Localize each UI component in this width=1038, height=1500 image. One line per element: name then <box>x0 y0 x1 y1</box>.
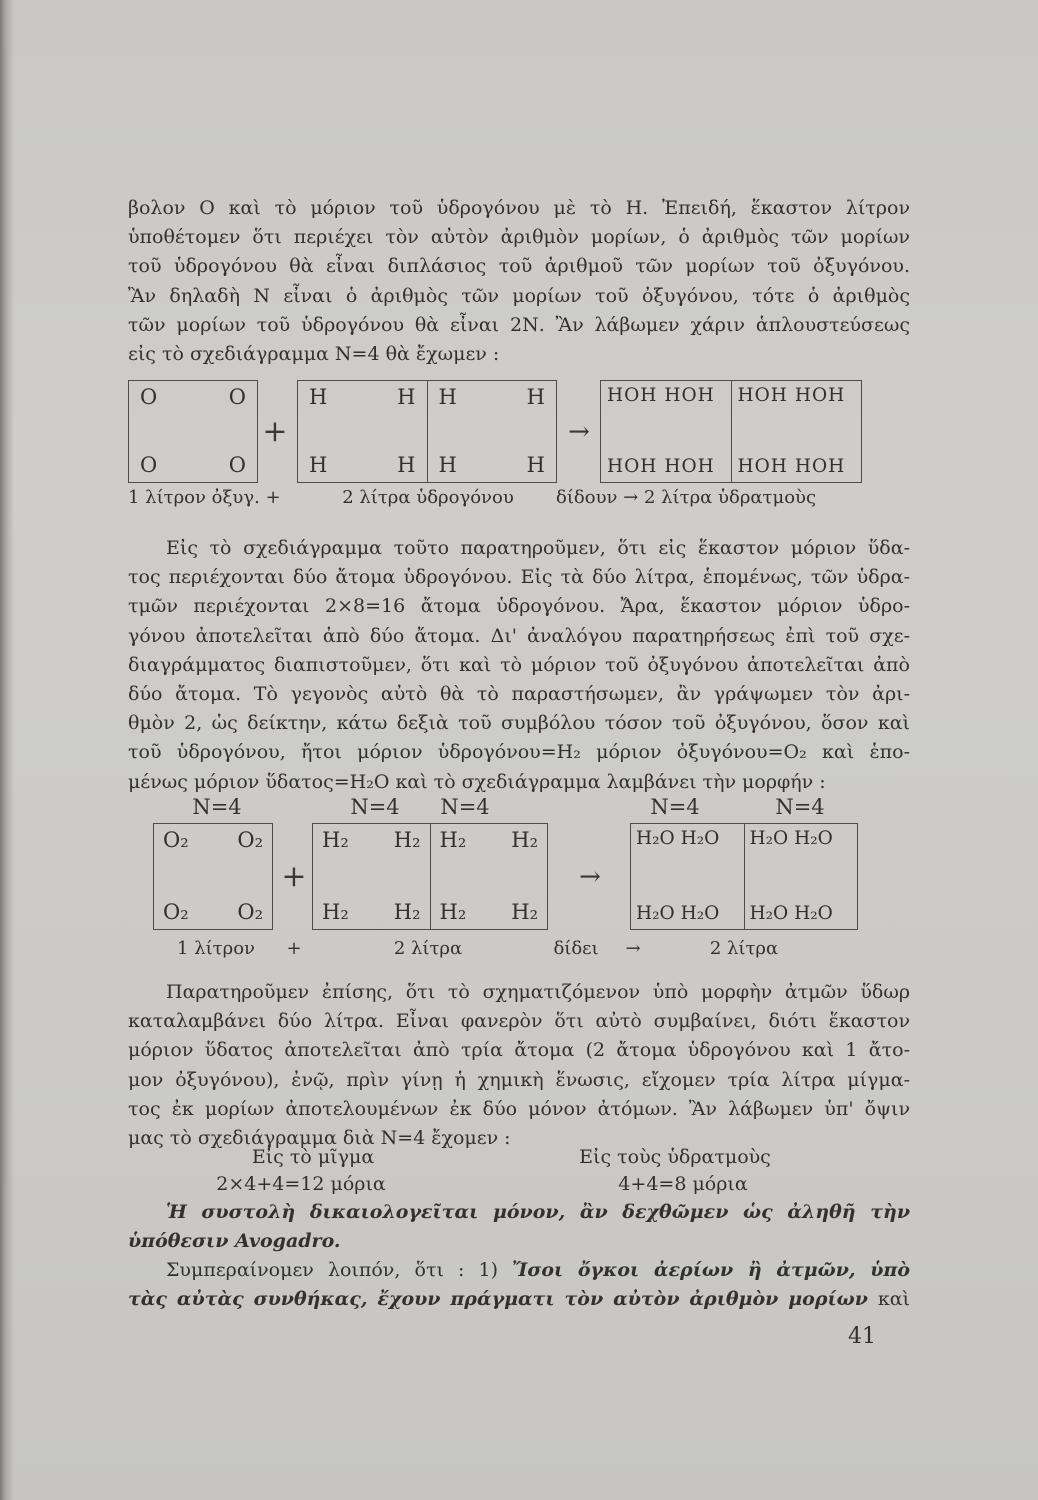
steam-cell-right <box>731 381 862 482</box>
emphasis-text-segment: τὰς αὐτὰς συνθήκας, ἔχουν πράγματι τὸν αὐτὸν ἀριθμὸν μορίων <box>128 1288 878 1311</box>
body-text-line <box>128 1256 910 1285</box>
totals-value-mixture: 2×4+4=12 μόρια <box>216 1173 386 1195</box>
molecule-label: O₂ <box>163 828 189 852</box>
n-equals-label: N=4 <box>775 795 825 819</box>
body-text-line: θμὸν 2, ὡς δείκτην, κάτω δεξιὰ τοῦ συμβόλου τόσον τοῦ ὀξυγόνου, ὅσον καὶ <box>128 712 910 735</box>
molecule-label: H₂O H₂O <box>749 902 833 924</box>
paragraph-2 <box>128 534 910 797</box>
molecule-label: H <box>438 385 457 409</box>
hydrogen-box <box>312 823 548 930</box>
molecule-label: ΗΟΗ ΗΟΗ <box>607 385 715 406</box>
body-text-line: καταλαμβάνει δύο λίτρα. Εἶναι φανερὸν ὅτι αὐτὸ συμβαίνει, διότι ἕκαστον <box>128 1010 910 1033</box>
molecule-label: O <box>228 385 246 409</box>
molecule-label: H₂ <box>511 900 538 924</box>
body-text-segment: Συμπεραίνομεν λοιπόν, ὅτι : 1) <box>166 1259 513 1281</box>
arrow-icon: → <box>579 861 601 892</box>
n-equals-label: N=4 <box>650 795 700 819</box>
molecule-label: H <box>438 453 457 477</box>
page-number: 41 <box>848 1324 876 1349</box>
body-text-line: Ἂν δηλαδὴ Ν εἶναι ὁ ἀριθμὸς τῶν μορίων τοῦ ὀξυγόνου, τότε ὁ ἀριθμὸς <box>128 284 910 307</box>
body-text-line: τμῶν περιέχονται 2×8=16 ἄτομα ὑδρογόνου. Ἄρα, ἕκαστον μόριον ὑδρο- <box>128 595 910 618</box>
totals-heading-steam: Εἰς τοὺς ὑδρατμοὺς <box>579 1146 771 1168</box>
oxygen-box <box>153 823 273 930</box>
molecule-label: ΗΟΗ ΗΟΗ <box>737 385 846 406</box>
body-text-line <box>128 1285 910 1314</box>
body-text-line: τος περιέχονται δύο ἄτομα ὑδρογόνου. Εἰς τὰ δύο λίτρα, ἑπομένως, τῶν ὑδρα- <box>128 566 910 589</box>
molecule-label: H <box>526 385 545 409</box>
molecule-label: H₂ <box>393 900 421 924</box>
diagram-caption: → <box>625 938 641 959</box>
steam-cell-left <box>601 381 731 482</box>
diagram-caption: + <box>286 938 302 959</box>
body-text-line: μόριον ὕδατος ἀποτελεῖται ἀπὸ τρία ἄτομα (2 ἄτομα ὑδρογόνου καὶ 1 ἄτο- <box>128 1039 910 1062</box>
diagram-caption: 2 λίτρα <box>393 938 463 959</box>
molecule-label: H₂O H₂O <box>636 902 720 924</box>
molecule-label: ΗΟΗ ΗΟΗ <box>607 455 715 477</box>
totals-heading-mixture: Εἰς τὸ μῖγμα <box>251 1146 375 1168</box>
diagram-caption: 1 λίτρον <box>177 938 255 959</box>
body-text-line: τοῦ ὑδρογόνου, ἤτοι μόριον ὑδρογόνου=H₂ μόριον ὀξυγόνου=O₂ καὶ ἑπο- <box>128 741 910 764</box>
plus-sign: + <box>281 859 307 894</box>
paragraph-3 <box>128 978 910 1153</box>
molecule-label: H₂O H₂O <box>749 828 833 849</box>
molecule-label: H <box>309 453 328 477</box>
body-text-line: βολον Ο καὶ τὸ μόριον τοῦ ὑδρογόνου μὲ τὸ Η. Ἐπειδή, ἕκαστον λίτρον <box>128 197 910 219</box>
molecule-label: H <box>526 453 545 477</box>
body-text-line: μας τὸ σχεδιάγραμμα διὰ Ν=4 ἔχομεν : <box>128 1127 511 1150</box>
steam-box <box>600 380 862 483</box>
diagram-volumes-atoms <box>128 370 910 540</box>
plus-sign: + <box>262 414 288 449</box>
hydrogen-cell-left <box>313 824 430 929</box>
molecule-label: O <box>140 453 158 477</box>
body-text-line: μένως μόριον ὕδατος=H₂O καὶ τὸ σχεδιάγραμμα λαμβάνει τὴν μορφήν : <box>128 770 826 793</box>
paragraph-5 <box>128 1256 910 1314</box>
molecule-label: H <box>397 385 416 409</box>
page-gutter-shadow <box>0 0 14 1500</box>
n-equals-label: N=4 <box>192 795 242 819</box>
body-text-line: μον ὀξυγόνου), ἐνῷ, πρὶν γίνῃ ἡ χημικὴ ἕνωσις, εἴχομεν τρία λίτρα μίγμα- <box>128 1068 910 1091</box>
oxygen-cell <box>129 381 257 482</box>
molecule-label: H₂ <box>439 900 467 924</box>
molecule-label: H₂ <box>393 828 421 852</box>
hydrogen-cell-right <box>427 381 557 482</box>
paragraph-1 <box>128 194 910 369</box>
arrow-icon: → <box>568 416 590 447</box>
diagram-volumes-molecules <box>128 795 910 975</box>
emphasis-text-line: Ἡ συστολὴ δικαιολογεῖται μόνον, ἂν δεχθῶμεν ὡς ἀληθῆ τὴν <box>166 1201 910 1223</box>
body-text-line: τοῦ ὑδρογόνου θὰ εἶναι διπλάσιος τοῦ ἀριθμοῦ τῶν μορίων τοῦ ὀξυγόνου. <box>128 255 910 278</box>
totals-block <box>128 1146 910 1198</box>
body-text-line: τῶν μορίων τοῦ ὑδρογόνου θὰ εἶναι 2Ν. Ἂν λάβωμεν χάριν ἁπλουστεύσεως <box>128 313 910 336</box>
totals-value-steam: 4+4=8 μόρια <box>618 1173 748 1195</box>
water-cell-right <box>744 824 858 929</box>
molecule-label: H₂ <box>322 900 349 924</box>
hydrogen-cell-left <box>298 381 427 482</box>
molecule-label: H <box>397 453 416 477</box>
molecule-label: O₂ <box>237 900 263 924</box>
diagram-caption: δίδει <box>553 938 599 959</box>
emphasis-text-line: ὑπόθεσιν Avogadro. <box>128 1230 341 1253</box>
body-text-line: Εἰς τὸ σχεδιάγραμμα τοῦτο παρατηροῦμεν, ὅτι εἰς ἕκαστον μόριον ὕδα- <box>166 537 910 559</box>
diagram-caption: 1 λίτρον ὀξυγ. + <box>128 487 281 508</box>
molecule-label: H₂ <box>322 828 349 852</box>
n-equals-label: N=4 <box>350 795 400 819</box>
molecule-label: O <box>140 385 158 409</box>
body-text-line: ὑποθέτομεν ὅτι περιέχει τὸν αὐτὸν ἀριθμὸν μορίων, ὁ ἀριθμὸς τῶν μορίων <box>128 226 910 249</box>
body-text-line: δύο ἄτομα. Τὸ γεγονὸς αὐτὸ θὰ τὸ παραστήσωμεν, ἂν γράψωμεν τὸν ἀρι- <box>128 683 910 706</box>
molecule-label: H <box>309 385 328 409</box>
molecule-label: O <box>228 453 246 477</box>
molecule-label: H₂O H₂O <box>636 828 720 849</box>
oxygen-cell <box>154 824 272 929</box>
molecule-label: O₂ <box>237 828 263 852</box>
diagram-caption: δίδουν → 2 λίτρα ὑδρατμοὺς <box>556 487 817 508</box>
body-text-line: τος ἐκ μορίων ἀποτελουμένων ἐκ δύο μόνον ἀτόμων. Ἂν λάβωμεν ὑπ' ὄψιν <box>128 1097 910 1120</box>
emphasis-text-segment: Ἴσοι ὄγκοι ἀερίων ἢ ἀτμῶν, ὑπὸ <box>512 1259 910 1281</box>
body-text-line: γόνου ἀποτελεῖται ἀπὸ δύο ἄτομα. Δι' ἀναλόγου παρατηρήσεως ἐπὶ τοῦ σχε- <box>128 624 910 647</box>
diagram-caption: 2 λίτρα ὑδρογόνου <box>342 487 514 508</box>
body-text-line: εἰς τὸ σχεδιάγραμμα Ν=4 θὰ ἔχωμεν : <box>128 343 500 366</box>
molecule-label: H₂ <box>439 828 467 852</box>
body-text-segment: καὶ <box>877 1288 910 1311</box>
paragraph-4 <box>128 1198 910 1256</box>
water-cell-left <box>631 824 744 929</box>
body-text-line: διαγράμματος διαπιστοῦμεν, ὅτι καὶ τὸ μόριον τοῦ ὀξυγόνου ἀποτελεῖται ἀπὸ <box>128 653 910 676</box>
hydrogen-cell-right <box>430 824 548 929</box>
molecule-label: ΗΟΗ ΗΟΗ <box>737 455 846 477</box>
molecule-label: H₂ <box>511 828 538 852</box>
hydrogen-box <box>297 380 557 483</box>
water-box <box>630 823 858 930</box>
body-text-line: Παρατηροῦμεν ἐπίσης, ὅτι τὸ σχηματιζόμενον ὑπὸ μορφὴν ἀτμῶν ὕδωρ <box>166 981 910 1003</box>
n-equals-label: N=4 <box>440 795 490 819</box>
molecule-label: O₂ <box>163 900 189 924</box>
diagram-caption: 2 λίτρα <box>709 938 779 959</box>
oxygen-box <box>128 380 258 483</box>
